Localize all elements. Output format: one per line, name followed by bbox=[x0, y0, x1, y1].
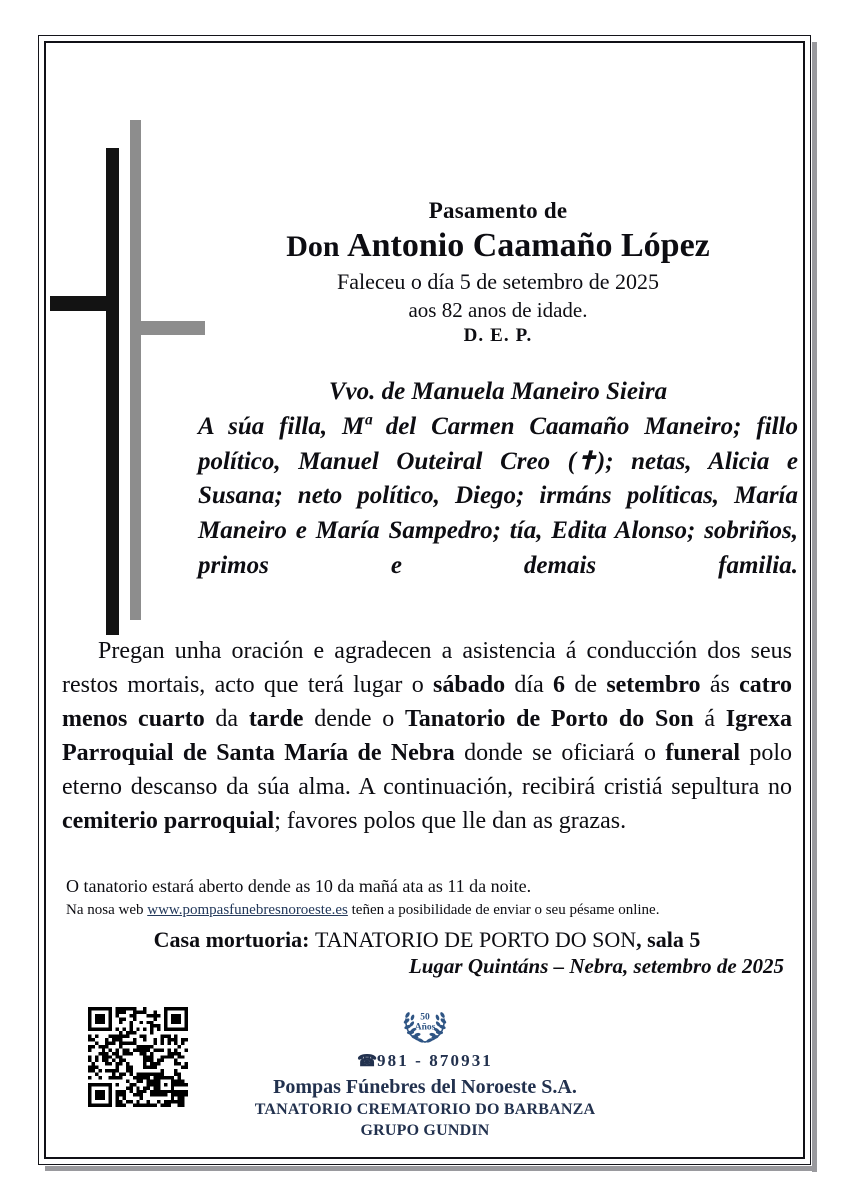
mortuary-label: Casa mortuoria: bbox=[153, 927, 315, 952]
qr-code[interactable] bbox=[85, 1004, 191, 1110]
body-part-9: polo eterno descanso da súa alma. A continuación, recibirá cristiá sepultura no bbox=[62, 740, 793, 801]
footer-block bbox=[200, 1000, 650, 1141]
gray-cross-vertical-bar bbox=[130, 120, 141, 620]
black-cross-horizontal-bar bbox=[50, 296, 119, 311]
body-part-6: dende o bbox=[303, 706, 405, 733]
body-bold-daypart: tarde bbox=[248, 706, 304, 733]
badge-number: 50 bbox=[420, 1012, 430, 1023]
qr-code-canvas bbox=[88, 1007, 188, 1107]
body-part-3: de bbox=[565, 672, 607, 699]
dep-line: D. E. P. bbox=[463, 324, 533, 346]
phone-line bbox=[200, 1050, 650, 1073]
website-prefix: Na nosa web bbox=[66, 902, 148, 918]
company-subtitle-2: GRUPO GUNDIN bbox=[360, 1121, 490, 1139]
mortuary-house-line bbox=[62, 926, 792, 953]
phone-number: 981 - 870931 bbox=[377, 1051, 493, 1070]
anniversary-laurel-wreath-icon bbox=[399, 1000, 451, 1046]
body-bold-day: 6 bbox=[553, 672, 566, 699]
death-age-line: aos 82 anos de idade. bbox=[408, 297, 588, 322]
black-cross-vertical-bar bbox=[106, 148, 119, 635]
body-bold-time: catro menos cuarto bbox=[62, 672, 792, 733]
tanatorio-hours-line: O tanatorio estará aberto dende as 10 da mañá ata as 11 da noite. bbox=[66, 876, 532, 896]
website-suffix: teñen a posibilidade de enviar o seu pésame online. bbox=[347, 902, 660, 918]
body-bold-cemetery: cemiterio parroquial bbox=[62, 808, 275, 835]
body-part-10: ; favores polos que lle dan as grazas. bbox=[274, 808, 627, 835]
frame-shadow-bottom bbox=[45, 1166, 817, 1171]
double-cross-graphic bbox=[48, 110, 218, 640]
deceased-honorific: Don bbox=[286, 229, 348, 263]
death-date-line: Faleceu o día 5 de setembro de 2025 bbox=[337, 269, 659, 295]
body-bold-month: setembro bbox=[606, 672, 701, 699]
body-part-8: donde se oficiará o bbox=[454, 740, 666, 767]
family-members-text: A súa filla, Mª del Carmen Caamaño Maneiro; fillo político, Manuel Outeiral Creo (✝); netas, Alicia e Susana; neto político, Diego; irmáns políticas, María Maneiro e María Sampedro; tía, Edita Alonso; sobriños, primos e demais familia. bbox=[198, 413, 798, 579]
spouse-line: Vvo. de Manuela Maneiro Sieira bbox=[328, 378, 668, 405]
funeral-details-paragraph bbox=[62, 634, 792, 838]
frame-shadow-right bbox=[812, 42, 817, 1172]
badge-word: Años bbox=[414, 1022, 436, 1033]
gray-cross-horizontal-bar bbox=[130, 321, 205, 335]
body-bold-church: Igrexa Parroquial de Santa María de Nebra bbox=[62, 706, 792, 767]
place-and-date-line: Lugar Quintáns – Nebra, setembro de 2025 bbox=[408, 954, 784, 978]
company-name: Pompas Fúnebres del Noroeste S.A. bbox=[273, 1075, 577, 1098]
website-line bbox=[66, 901, 792, 919]
deceased-name bbox=[198, 226, 798, 267]
body-part-2: día bbox=[505, 672, 554, 699]
body-bold-saturday: sábado bbox=[433, 672, 506, 699]
body-part-4: ás bbox=[700, 672, 740, 699]
mortuary-room: , sala 5 bbox=[636, 927, 701, 952]
pasamento-label: Pasamento de bbox=[428, 198, 568, 223]
company-subtitle-1: TANATORIO CREMATORIO DO BARBANZA bbox=[254, 1101, 596, 1119]
body-part-7: á bbox=[693, 706, 726, 733]
body-bold-funeral: funeral bbox=[665, 740, 741, 767]
telephone-icon: ☎ bbox=[357, 1053, 378, 1070]
website-url-link[interactable]: www.pompasfunebresnoroeste.es bbox=[147, 902, 348, 918]
deceased-header-block bbox=[198, 198, 798, 348]
mortuary-name: TANATORIO DE PORTO DO SON bbox=[314, 927, 637, 952]
body-bold-tanatorio: Tanatorio de Porto do Son bbox=[404, 706, 694, 733]
body-part-5: da bbox=[204, 706, 249, 733]
body-part-1: Pregan unha oración e agradecen a asistencia á conducción dos seus restos mortais, acto que terá lugar o bbox=[62, 638, 792, 699]
deceased-fullname: Antonio Caamaño López bbox=[347, 226, 710, 264]
